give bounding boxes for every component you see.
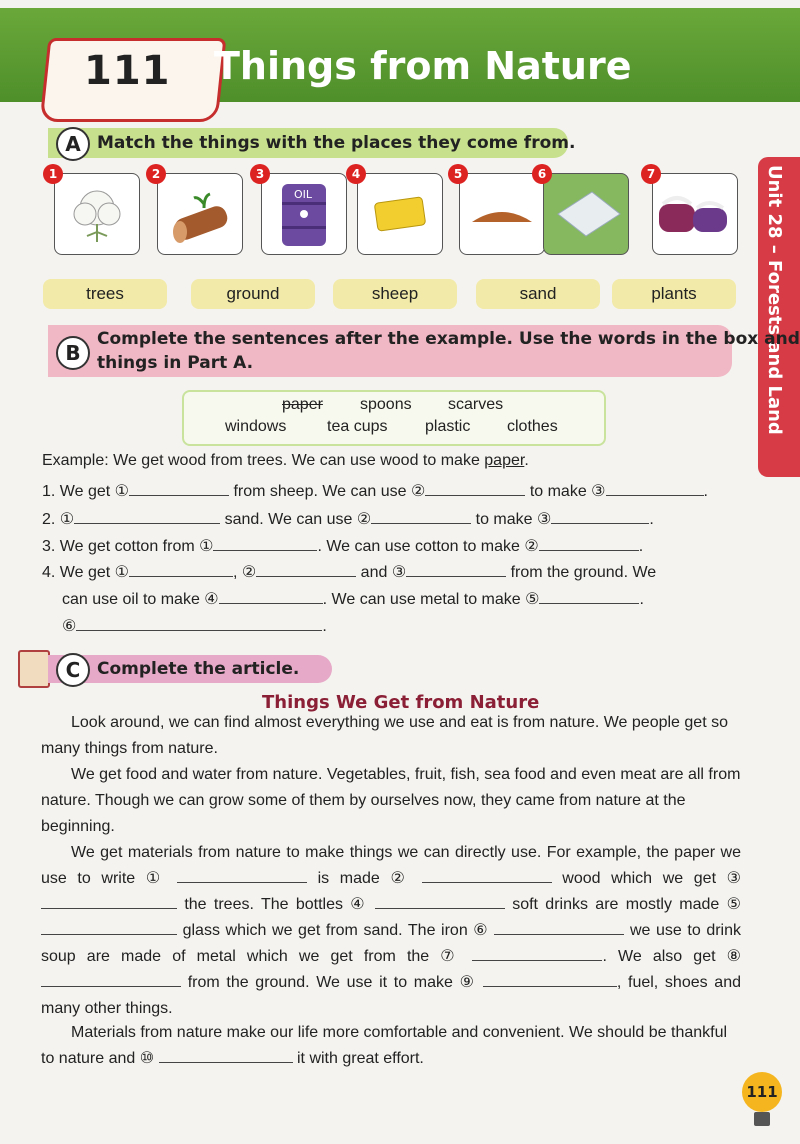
answer-blank[interactable]: [472, 944, 602, 961]
section-b-instruction-2: things in Part A.: [97, 353, 254, 373]
paragraph-text: . We also get ⑧: [602, 948, 742, 965]
paragraph-text: soft drinks are mostly made ⑤: [512, 896, 741, 913]
word-plastic: plastic: [425, 418, 471, 435]
answer-blank[interactable]: [483, 970, 617, 987]
page-title: Things from Nature: [214, 44, 632, 88]
example-text: Example: We get wood from trees. We can use wood to make: [42, 452, 485, 469]
place-plants: plants: [612, 279, 736, 309]
item-number: 2: [146, 164, 166, 184]
section-c-instruction: Complete the article.: [97, 659, 300, 679]
sentence-text: 3. We get cotton from ①: [42, 538, 214, 555]
sentence-4: [42, 560, 656, 582]
answer-blank[interactable]: [129, 560, 233, 577]
answer-blank[interactable]: [256, 560, 356, 577]
answer-blank[interactable]: [41, 970, 181, 987]
paragraph-text: from the ground. We use it to make ⑨: [187, 974, 477, 991]
item-6-glass: [537, 167, 629, 255]
title-banner: [0, 8, 800, 102]
section-b-badge: B: [56, 336, 90, 370]
answer-blank[interactable]: [76, 614, 322, 631]
item-5-soil: [453, 167, 545, 255]
answer-blank[interactable]: [551, 507, 649, 524]
answer-blank[interactable]: [539, 534, 639, 551]
item-number: 6: [532, 164, 552, 184]
article-paragraph-3: [41, 840, 741, 1022]
place-trees: trees: [43, 279, 167, 309]
sentence-text: . We can use cotton to make ②: [317, 538, 539, 555]
paragraph-text: glass which we get from sand. The iron ⑥: [182, 922, 489, 939]
paragraph-text: the trees. The bottles ④: [184, 896, 368, 913]
answer-blank[interactable]: [494, 918, 624, 935]
sentence-2: [42, 507, 654, 529]
sentence-text: to make ③: [529, 483, 606, 500]
item-7-cloth: [646, 167, 738, 255]
item-2-wood: [151, 167, 243, 255]
sentence-text: 1. We get ①: [42, 483, 129, 500]
lightbulb-icon: [754, 1112, 770, 1126]
wood-log-icon: [158, 174, 242, 254]
article-paragraph-4: [41, 1020, 741, 1072]
word-spoons: spoons: [360, 396, 412, 413]
soil-pile-icon: [460, 174, 544, 254]
word-paper: paper: [282, 396, 323, 413]
answer-blank[interactable]: [213, 534, 317, 551]
article-paragraph-2: [41, 762, 741, 840]
sentence-text: .: [703, 483, 708, 500]
unit-label: Unit 28 – Forests and Land: [764, 165, 785, 435]
word-windows: windows: [225, 418, 287, 435]
place-sheep: sheep: [333, 279, 457, 309]
answer-blank[interactable]: [422, 866, 552, 883]
lesson-number: 111: [84, 48, 171, 94]
answer-blank[interactable]: [177, 866, 307, 883]
section-a-instruction: Match the things with the places they come from.: [97, 133, 576, 153]
item-3-oil: [255, 167, 347, 255]
sentence-text: .: [639, 591, 644, 608]
sentence-text: .: [322, 618, 327, 635]
word-clothes: clothes: [507, 418, 558, 435]
answer-blank[interactable]: [129, 479, 229, 496]
sentence-3: [42, 534, 643, 556]
wool-icon: [358, 174, 442, 254]
example-end: .: [524, 452, 529, 469]
answer-blank[interactable]: [375, 892, 505, 909]
word-tea-cups: tea cups: [327, 418, 388, 435]
section-c-badge: C: [56, 653, 90, 687]
notebook-icon: [18, 650, 50, 688]
sentence-text: .: [638, 538, 644, 555]
section-b-instruction-1: Complete the sentences after the example. Use the words in the box and: [97, 329, 800, 349]
sentence-1: [42, 479, 708, 501]
cloth-rolls-icon: [653, 174, 737, 254]
paragraph-text: is made ②: [317, 870, 411, 887]
example-answer: paper: [484, 452, 525, 469]
paragraph-text: we use to drink soup are made of metal which we get from the ⑦: [41, 922, 742, 965]
paragraph-text: Materials from nature make our life more comfortable and convenient. We should be thankful to nature and ⑩: [41, 1024, 728, 1067]
word-scarves: scarves: [448, 396, 504, 413]
example-sentence: [42, 452, 529, 470]
article-title: Things We Get from Nature: [262, 692, 540, 713]
sentence-text: ⑥: [62, 618, 77, 635]
paragraph-text: it with great effort.: [297, 1050, 424, 1067]
sentence-text: . We can use metal to make ⑤: [322, 591, 540, 608]
answer-blank[interactable]: [74, 507, 220, 524]
item-number: 5: [448, 164, 468, 184]
sentence-text: 2. ①: [42, 511, 75, 528]
paragraph-text: We get food and water from nature. Vegetables, fruit, fish, sea food and even meat are all from nature. Though we can grow some of them by ourselves now, they came from nature at the beginning.: [41, 766, 741, 835]
sentence-text: and ③: [360, 564, 407, 581]
sentence-text: .: [649, 511, 654, 528]
item-1-cotton: [48, 167, 140, 255]
sentence-text: from the ground. We: [510, 564, 657, 581]
sentence-text: 4. We get ①: [42, 564, 129, 581]
place-ground: ground: [191, 279, 315, 309]
item-number: 7: [641, 164, 661, 184]
cotton-icon: [55, 174, 139, 254]
oil-barrel-icon: [262, 174, 346, 254]
answer-blank[interactable]: [219, 587, 323, 604]
item-number: 3: [250, 164, 270, 184]
answer-blank[interactable]: [41, 892, 177, 909]
answer-blank[interactable]: [371, 507, 471, 524]
answer-blank[interactable]: [425, 479, 525, 496]
answer-blank[interactable]: [406, 560, 506, 577]
answer-blank[interactable]: [539, 587, 639, 604]
paragraph-text: , fuel, shoes and many other things.: [41, 974, 741, 1017]
item-number: 1: [43, 164, 63, 184]
sentence-4b: [62, 587, 644, 609]
article-paragraph-1: [41, 710, 741, 762]
oil-label: OIL: [294, 188, 313, 201]
item-4-wool: [351, 167, 443, 255]
answer-blank[interactable]: [606, 479, 704, 496]
page-number: 111: [742, 1072, 782, 1112]
glass-sheet-icon: [544, 174, 628, 254]
sentence-4c: [62, 614, 327, 636]
paragraph-text: We get materials from nature to make things we can directly use. For example, the paper we use to write ①: [41, 844, 741, 887]
item-number: 4: [346, 164, 366, 184]
paragraph-text: wood which we get ③: [562, 870, 741, 887]
paragraph-text: Look around, we can find almost everything we use and eat is from nature. We people get so many things from nature.: [41, 714, 728, 757]
sentence-text: , ②: [232, 564, 257, 581]
sentence-text: can use oil to make ④: [62, 591, 219, 608]
sentence-text: to make ③: [475, 511, 552, 528]
answer-blank[interactable]: [41, 918, 177, 935]
answer-blank[interactable]: [159, 1046, 293, 1063]
section-a-badge: A: [56, 127, 90, 161]
sentence-text: from sheep. We can use ②: [233, 483, 426, 500]
place-sand: sand: [476, 279, 600, 309]
sentence-text: sand. We can use ②: [224, 511, 372, 528]
unit-side-tab: [758, 157, 800, 477]
